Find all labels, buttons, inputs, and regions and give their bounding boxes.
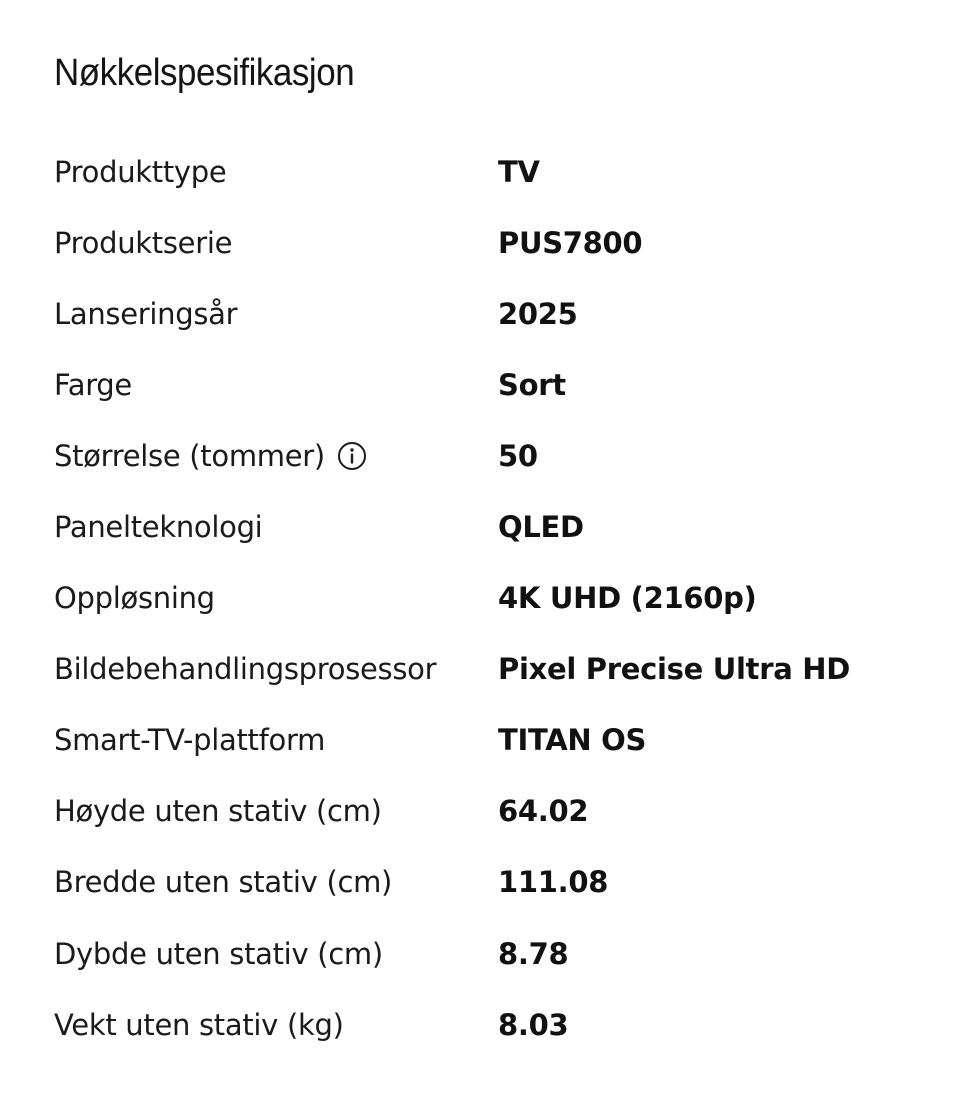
spec-label: Bredde uten stativ (cm) — [54, 865, 393, 900]
spec-label-text: Størrelse (tommer) — [54, 438, 325, 473]
spec-row-height — [54, 776, 934, 847]
spec-label: Høyde uten stativ (cm) — [54, 794, 382, 829]
spec-value: TITAN OS — [498, 723, 647, 758]
section-title: Nøkkelspesifikasjon — [54, 52, 355, 94]
spec-label: Dybde uten stativ (cm) — [54, 936, 383, 971]
spec-value: 50 — [498, 438, 538, 473]
spec-value: Sort — [498, 367, 566, 402]
spec-row-screen-size — [54, 420, 934, 491]
spec-row-smart-tv-platform — [54, 705, 934, 776]
spec-value: 2025 — [498, 296, 578, 331]
spec-label: Produktserie — [54, 225, 233, 260]
spec-row-width — [54, 847, 934, 918]
spec-row-color — [54, 349, 934, 420]
spec-value: 111.08 — [498, 865, 609, 900]
spec-value: Pixel Precise Ultra HD — [498, 652, 851, 687]
info-icon[interactable] — [337, 441, 367, 471]
spec-row-depth — [54, 918, 934, 989]
spec-value: PUS7800 — [498, 225, 643, 260]
spec-value: QLED — [498, 510, 584, 545]
spec-label: Smart-TV-plattform — [54, 723, 326, 758]
spec-label: Oppløsning — [54, 581, 215, 616]
spec-row-launch-year — [54, 278, 934, 349]
spec-row-product-type — [54, 136, 934, 207]
spec-value: 8.03 — [498, 1007, 569, 1042]
spec-value: 8.78 — [498, 936, 569, 971]
spec-value: 4K UHD (2160p) — [498, 581, 757, 616]
spec-label: Vekt uten stativ (kg) — [54, 1007, 344, 1042]
spec-label-with-info — [54, 439, 498, 473]
spec-label: Produkttype — [54, 154, 227, 189]
spec-row-product-series — [54, 207, 934, 278]
spec-label: Bildebehandlingsprosessor — [54, 652, 437, 687]
spec-row-panel-technology — [54, 491, 934, 562]
spec-value: TV — [498, 154, 540, 189]
spec-list — [54, 136, 934, 1060]
spec-row-image-processor — [54, 634, 934, 705]
spec-label: Panelteknologi — [54, 510, 263, 545]
spec-row-weight — [54, 989, 934, 1060]
spec-value: 64.02 — [498, 794, 589, 829]
spec-label: Farge — [54, 367, 132, 402]
spec-row-resolution — [54, 563, 934, 634]
spec-label: Lanseringsår — [54, 296, 238, 331]
